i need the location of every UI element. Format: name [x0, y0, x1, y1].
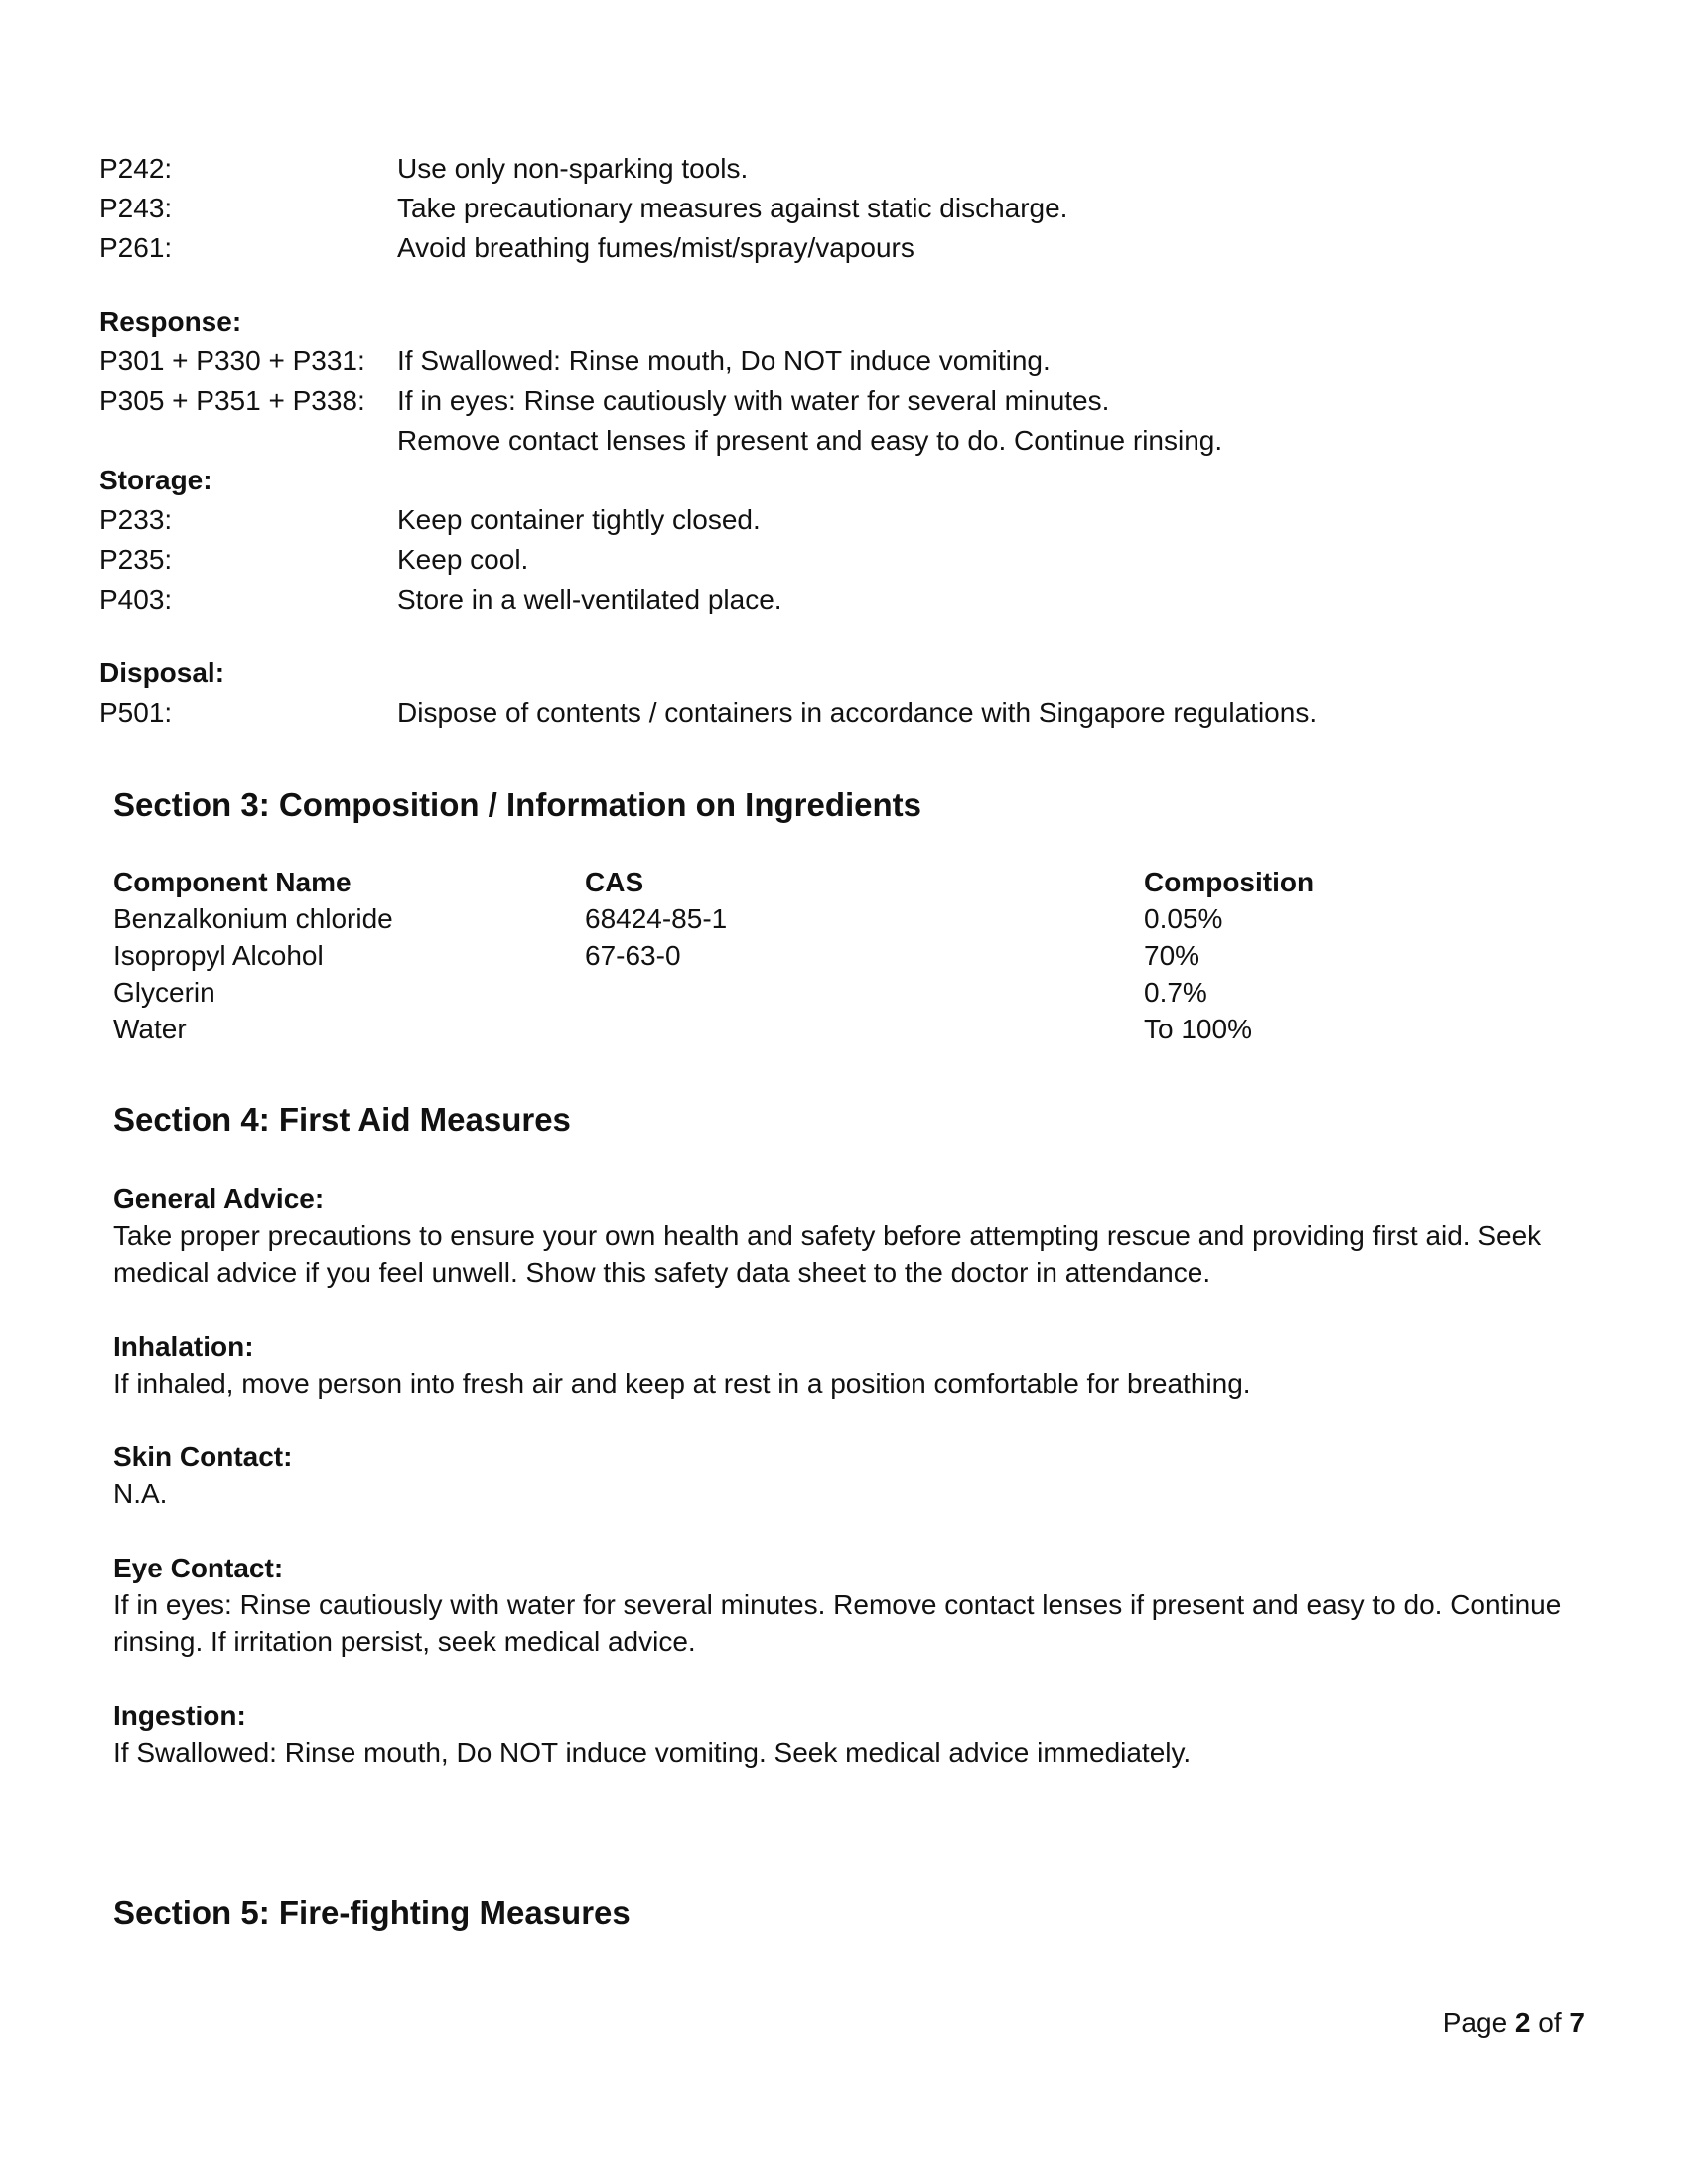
- page-number: [1443, 2003, 1585, 2043]
- header-component-name: Component Name: [113, 867, 352, 897]
- statement-text: Use only non-sparking tools.: [397, 153, 749, 184]
- table-header-row: [113, 864, 1553, 900]
- statement-row: [99, 228, 1589, 268]
- cas-number: 67-63-0: [585, 940, 681, 971]
- table-row: [113, 937, 1553, 974]
- component-name: Glycerin: [113, 977, 215, 1008]
- statement-code: [99, 421, 397, 461]
- statement-text: If in eyes: Rinse cautiously with water for several minutes.: [397, 385, 1110, 416]
- statement-row: [99, 341, 1589, 381]
- first-aid-ingestion: [113, 1698, 1563, 1771]
- statement-row: [99, 540, 1589, 580]
- statement-text: Keep container tightly closed.: [397, 504, 761, 535]
- first-aid-text: Take proper precautions to ensure your own health and safety before attempting rescue and providing first aid. Seek: [113, 1220, 1542, 1251]
- first-aid-heading: Eye Contact:: [113, 1553, 284, 1583]
- response-heading: Response:: [99, 306, 242, 337]
- disposal-heading: Disposal:: [99, 657, 225, 688]
- component-name: Benzalkonium chloride: [113, 903, 393, 934]
- section-3-title: Section 3: Composition / Information on Ingredients: [113, 786, 922, 823]
- cas-number: [585, 974, 1144, 1011]
- statement-row: [99, 421, 1589, 461]
- statement-text: Dispose of contents / containers in accordance with Singapore regulations.: [397, 697, 1318, 728]
- first-aid-heading: Skin Contact:: [113, 1441, 293, 1472]
- composition-table: [113, 864, 1553, 1047]
- precautionary-statements: [99, 149, 1589, 733]
- statement-code: P243:: [99, 193, 173, 223]
- first-aid-heading: Inhalation:: [113, 1331, 254, 1362]
- statement-row: [99, 149, 1589, 189]
- statement-row: [99, 500, 1589, 540]
- first-aid-text: medical advice if you feel unwell. Show this safety data sheet to the doctor in attendance.: [113, 1257, 1211, 1288]
- first-aid-text: N.A.: [113, 1478, 168, 1509]
- statement-row: [99, 189, 1589, 228]
- first-aid-eye-contact: [113, 1550, 1563, 1660]
- first-aid-general-advice: [113, 1180, 1563, 1291]
- first-aid-heading: General Advice:: [113, 1183, 325, 1214]
- statement-code: P305 + P351 + P338:: [99, 385, 365, 416]
- composition-value: 70%: [1144, 940, 1200, 971]
- statement-code: P301 + P330 + P331:: [99, 345, 365, 376]
- first-aid-heading: Ingestion:: [113, 1701, 246, 1731]
- table-row: [113, 900, 1553, 937]
- first-aid-text: If in eyes: Rinse cautiously with water for several minutes. Remove contact lenses if present and easy to do. Continue: [113, 1589, 1562, 1620]
- section-5-title: Section 5: Fire-fighting Measures: [113, 1894, 631, 1931]
- table-row: [113, 974, 1553, 1011]
- section-4-title: Section 4: First Aid Measures: [113, 1101, 571, 1138]
- statement-text: If Swallowed: Rinse mouth, Do NOT induce vomiting.: [397, 345, 1051, 376]
- page-total: 7: [1569, 2007, 1585, 2038]
- first-aid-skin-contact: [113, 1438, 1563, 1512]
- statement-code: P403:: [99, 584, 173, 614]
- component-name: Water: [113, 1014, 187, 1044]
- statement-code: P501:: [99, 697, 173, 728]
- page-current: 2: [1514, 2007, 1531, 2038]
- first-aid-inhalation: [113, 1328, 1563, 1402]
- first-aid-text: rinsing. If irritation persist, seek medical advice.: [113, 1626, 696, 1657]
- composition-value: 0.7%: [1144, 977, 1207, 1008]
- statement-text: Avoid breathing fumes/mist/spray/vapours: [397, 232, 914, 263]
- composition-value: To 100%: [1144, 1014, 1252, 1044]
- statement-text: Take precautionary measures against static discharge.: [397, 193, 1068, 223]
- statement-text: Keep cool.: [397, 544, 529, 575]
- first-aid-text: If inhaled, move person into fresh air and keep at rest in a position comfortable for breathing.: [113, 1368, 1251, 1399]
- cas-number: 68424-85-1: [585, 903, 728, 934]
- component-name: Isopropyl Alcohol: [113, 940, 324, 971]
- statement-text: Remove contact lenses if present and easy to do. Continue rinsing.: [397, 425, 1223, 456]
- statement-code: P242:: [99, 153, 173, 184]
- statement-code: P233:: [99, 504, 173, 535]
- statement-code: P235:: [99, 544, 173, 575]
- header-composition: Composition: [1144, 867, 1315, 897]
- statement-row: [99, 381, 1589, 421]
- cas-number: [585, 1011, 1144, 1047]
- header-cas: CAS: [585, 867, 644, 897]
- page-prefix: Page: [1442, 2007, 1515, 2038]
- statement-row: [99, 580, 1589, 619]
- table-row: [113, 1011, 1553, 1047]
- statement-code: P261:: [99, 232, 173, 263]
- statement-row: [99, 693, 1589, 733]
- first-aid-text: If Swallowed: Rinse mouth, Do NOT induce vomiting. Seek medical advice immediately.: [113, 1737, 1192, 1768]
- storage-heading: Storage:: [99, 465, 212, 495]
- statement-text: Store in a well-ventilated place.: [397, 584, 782, 614]
- composition-value: 0.05%: [1144, 903, 1223, 934]
- page-mid: of: [1530, 2007, 1570, 2038]
